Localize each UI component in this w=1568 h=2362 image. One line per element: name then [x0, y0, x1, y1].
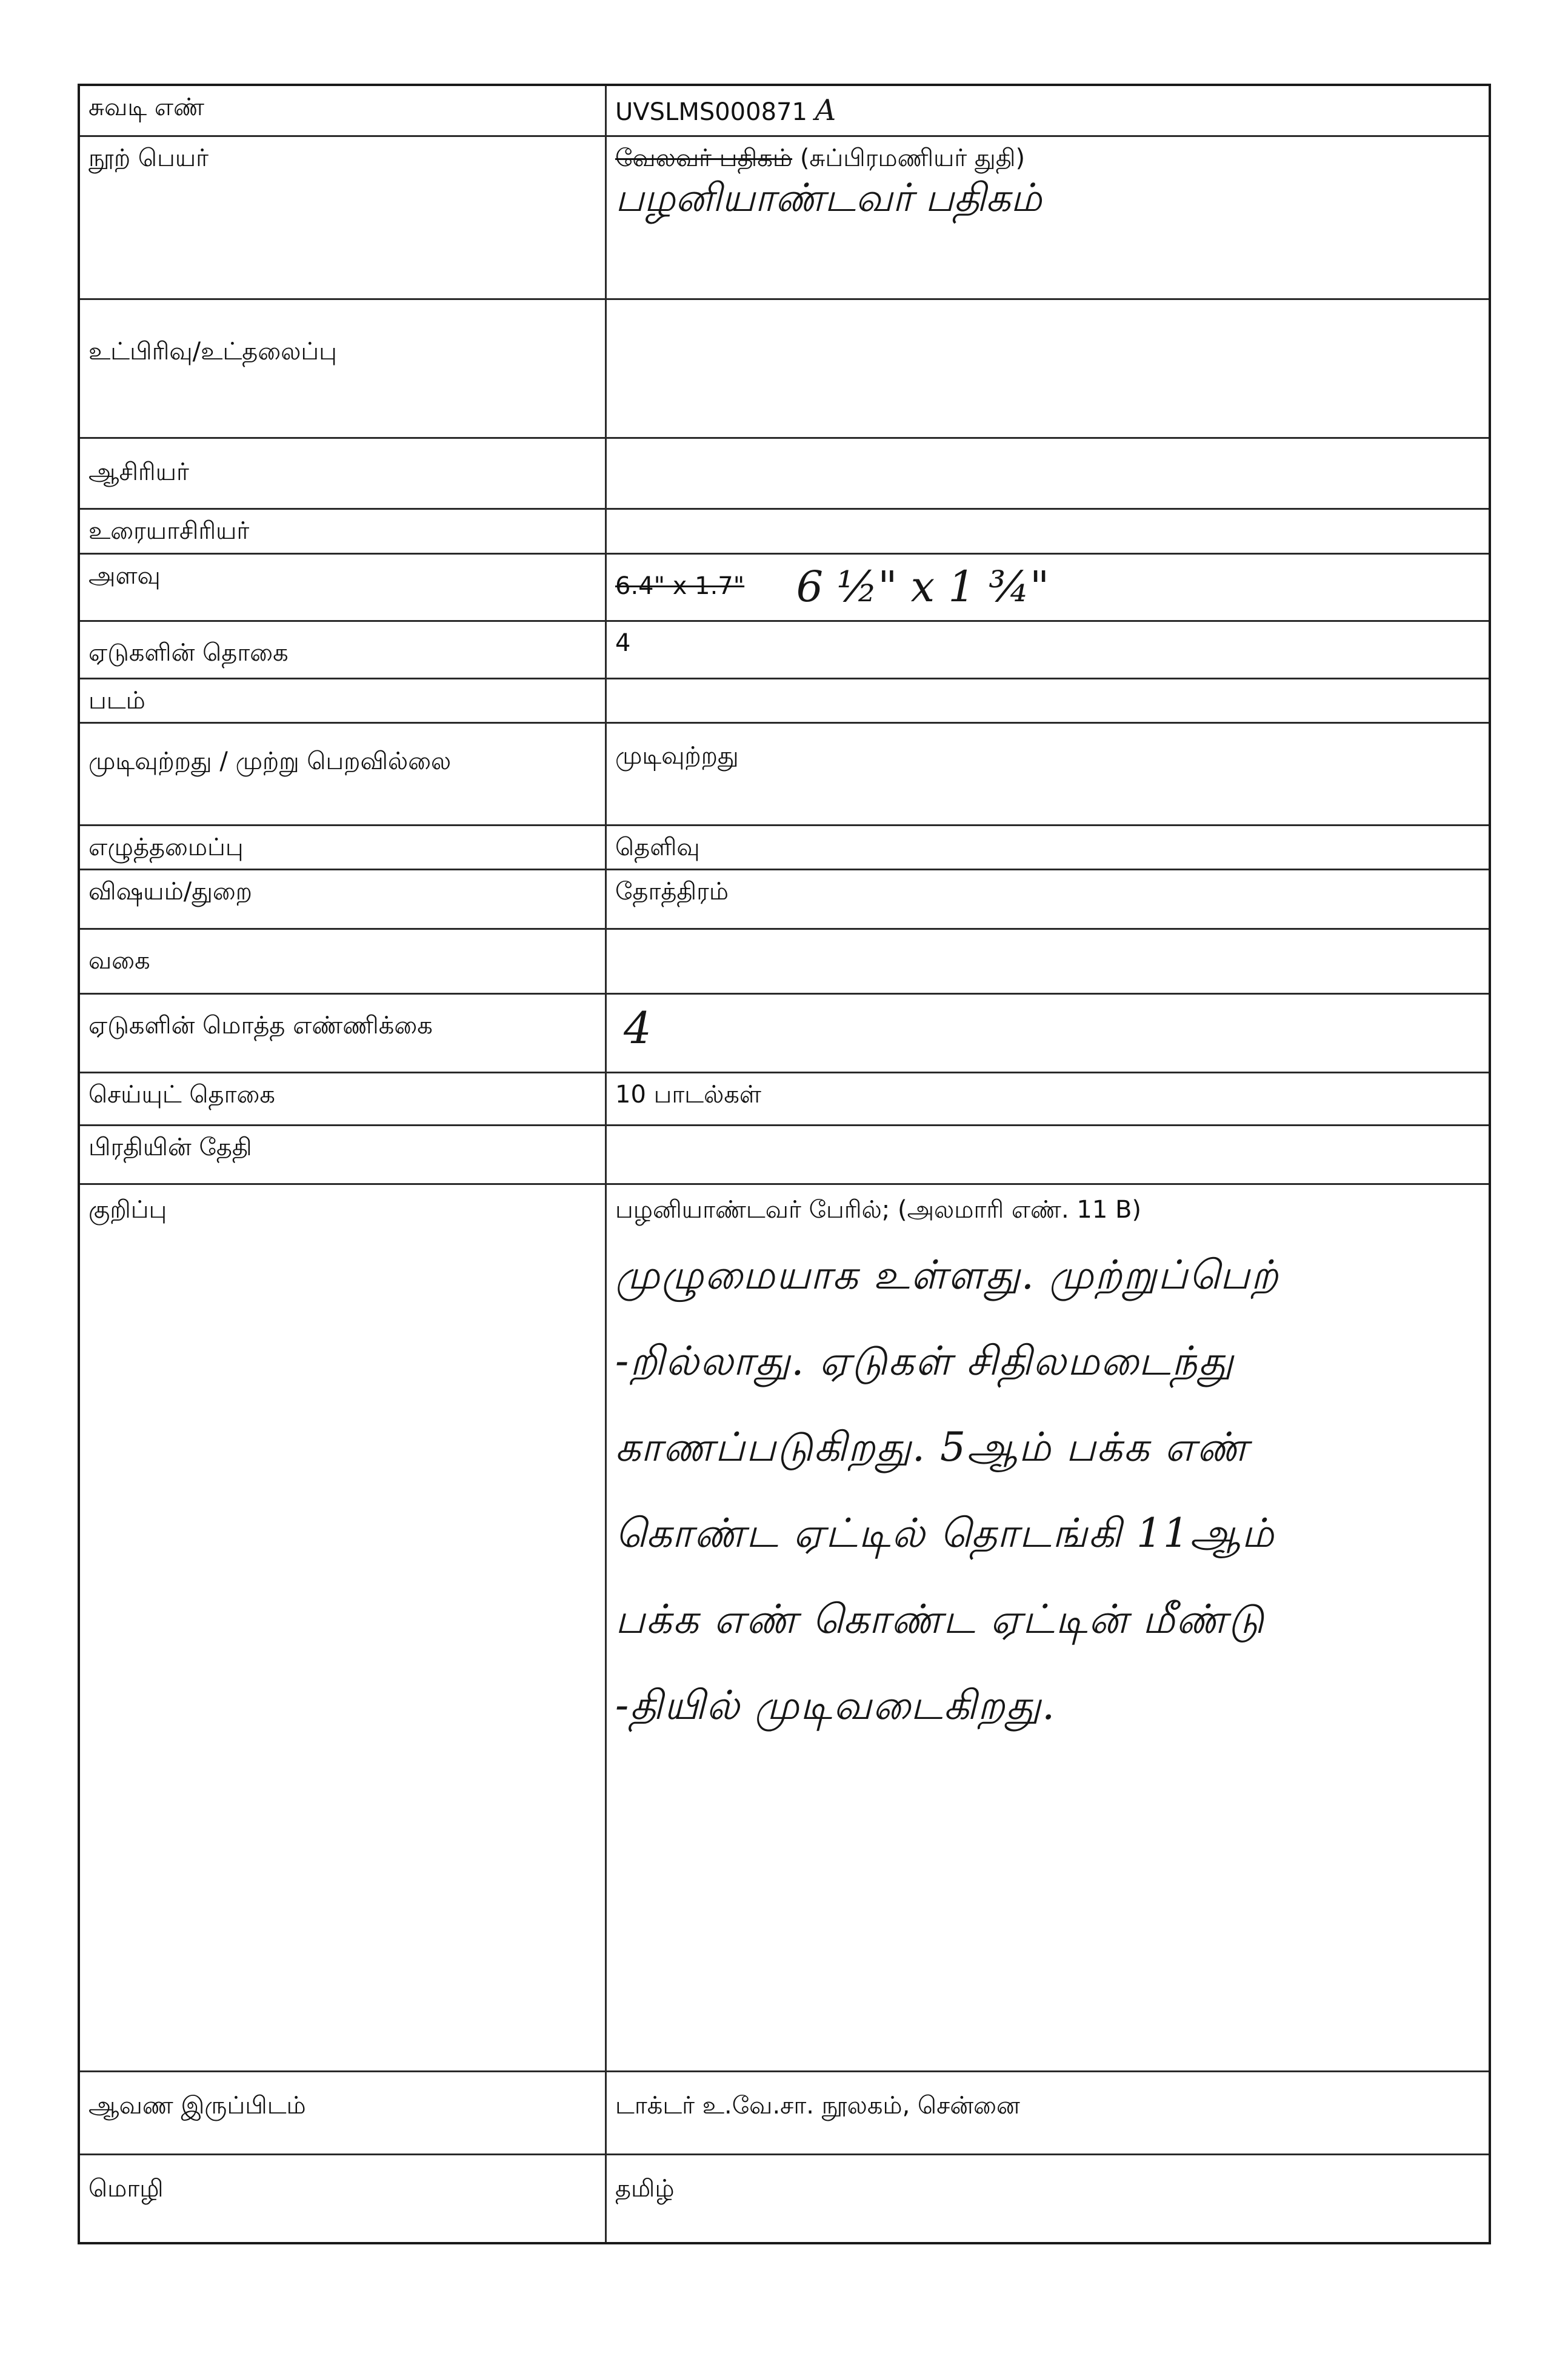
- manuscript-number-handwritten-suffix: A: [815, 93, 836, 127]
- value-picture: [606, 678, 1489, 723]
- notes-handwritten-block: [615, 1233, 1480, 1747]
- label-verse-count: செய்யுட் தொகை: [80, 1072, 606, 1125]
- notes-handwritten-line: பக்க எண் கொண்ட ஏட்டின் மீண்டு: [615, 1595, 1266, 1643]
- label-subject: விஷயம்/துறை: [80, 870, 606, 929]
- record-table: [80, 86, 1489, 2242]
- row-language: [80, 2154, 1489, 2242]
- value-category: [606, 929, 1489, 993]
- label-total-leaves: ஏடுகளின் மொத்த எண்ணிக்கை: [80, 993, 606, 1072]
- row-commentator: [80, 509, 1489, 553]
- row-author: [80, 438, 1489, 509]
- label-language: மொழி: [80, 2154, 606, 2242]
- row-script: [80, 825, 1489, 870]
- size-handwritten-correction: 6 ½" x 1 ¾": [796, 561, 1050, 612]
- value-notes: [606, 1184, 1489, 2071]
- notes-handwritten-line: -றில்லாது. ஏடுகள் சிதிலமடைந்து: [615, 1337, 1235, 1384]
- label-author: ஆசிரியர்: [80, 438, 606, 509]
- title-struck-text: வேலவர் பதிகம்: [615, 144, 793, 173]
- manuscript-number-text: UVSLMS000871: [615, 98, 807, 126]
- value-subject: தோத்திரம்: [606, 870, 1489, 929]
- label-size: அளவு: [80, 553, 606, 621]
- row-manuscript-number: [80, 86, 1489, 136]
- total-leaves-handwritten: 4: [624, 1002, 652, 1053]
- label-completion: முடிவுற்றது / முற்று பெறவில்லை: [80, 723, 606, 825]
- label-title: நூற் பெயர்: [80, 136, 606, 299]
- value-leaf-count: 4: [606, 621, 1489, 678]
- row-notes: [80, 1184, 1489, 2071]
- notes-handwritten-line: காணப்படுகிறது. 5ஆம் பக்க எண்: [615, 1423, 1249, 1470]
- label-script: எழுத்தமைப்பு: [80, 825, 606, 870]
- label-manuscript-number: சுவடி எண்: [80, 86, 606, 136]
- row-archive-location: [80, 2071, 1489, 2154]
- notes-handwritten-line: -தியில் முடிவடைகிறது.: [615, 1681, 1056, 1729]
- title-handwritten-correction: பழனியாண்டவர் பதிகம்: [615, 176, 1042, 221]
- value-archive-location: டாக்டர் உ.வே.சா. நூலகம், சென்னை: [606, 2071, 1489, 2154]
- row-copy-date: [80, 1125, 1489, 1184]
- value-script: தெளிவு: [606, 825, 1489, 870]
- row-verse-count: [80, 1072, 1489, 1125]
- value-completion: முடிவுற்றது: [606, 723, 1489, 825]
- size-struck-text: 6.4" x 1.7": [615, 572, 745, 600]
- label-commentator: உரையாசிரியர்: [80, 509, 606, 553]
- row-subject: [80, 870, 1489, 929]
- notes-handwritten-line: கொண்ட ஏட்டில் தொடங்கி 11ஆம்: [615, 1509, 1275, 1556]
- row-size: [80, 553, 1489, 621]
- label-picture: படம்: [80, 678, 606, 723]
- value-verse-count: 10 பாடல்கள்: [606, 1072, 1489, 1125]
- row-subdivision: [80, 299, 1489, 438]
- title-subtitle-text: (சுப்பிரமணியர் துதி): [799, 144, 1026, 173]
- label-notes: குறிப்பு: [80, 1184, 606, 2071]
- row-leaf-count: [80, 621, 1489, 678]
- value-copy-date: [606, 1125, 1489, 1184]
- value-commentator: [606, 509, 1489, 553]
- row-title: [80, 136, 1489, 299]
- value-author: [606, 438, 1489, 509]
- label-category: வகை: [80, 929, 606, 993]
- label-copy-date: பிரதியின் தேதி: [80, 1125, 606, 1184]
- notes-typed-text: பழனியாண்டவர் பேரில்; (அலமாரி எண். 11 B): [615, 1195, 1142, 1224]
- label-subdivision: உட்பிரிவு/உட்தலைப்பு: [80, 299, 606, 438]
- label-archive-location: ஆவண இருப்பிடம்: [80, 2071, 606, 2154]
- row-category: [80, 929, 1489, 993]
- row-total-leaves: [80, 993, 1489, 1072]
- value-manuscript-number: [606, 86, 1489, 136]
- value-subdivision: [606, 299, 1489, 438]
- label-leaf-count: ஏடுகளின் தொகை: [80, 621, 606, 678]
- manuscript-record-sheet: [78, 84, 1491, 2244]
- value-language: தமிழ்: [606, 2154, 1489, 2242]
- row-completion: [80, 723, 1489, 825]
- row-picture: [80, 678, 1489, 723]
- notes-handwritten-line: முழுமையாக உள்ளது. முற்றுப்பெற்: [615, 1251, 1279, 1298]
- value-size: [606, 553, 1489, 621]
- value-title: [606, 136, 1489, 299]
- value-total-leaves: [606, 993, 1489, 1072]
